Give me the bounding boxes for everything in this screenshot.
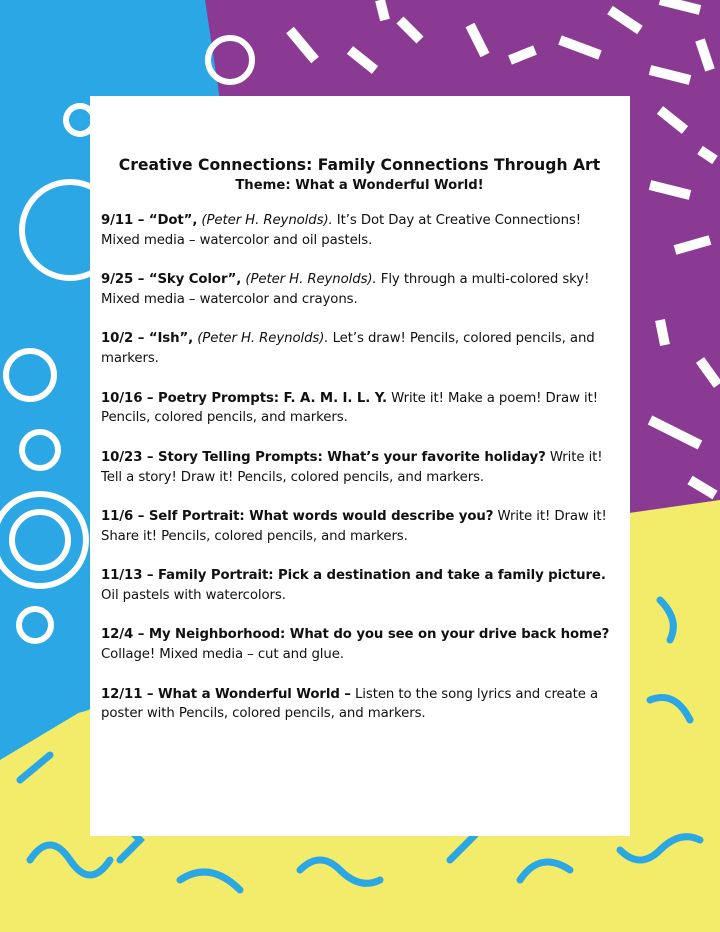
schedule-entry — [101, 389, 618, 429]
entry-author: (Peter H. Reynolds). — [241, 272, 377, 288]
entry-author: (Peter H. Reynolds). — [193, 331, 329, 347]
entry-body: Write it! Make a poem! Draw it! Pencils, colored pencils, and markers. — [101, 390, 598, 426]
entry-body: It’s Dot Day at Creative Connections! Mixed media – watercolor and oil pastels. — [101, 213, 581, 248]
schedule-entry — [101, 566, 618, 606]
entry-heading: 12/4 – My Neighborhood: What do you see on your drive back home? — [101, 627, 610, 643]
schedule-entry — [101, 329, 618, 369]
schedule-entry — [101, 507, 618, 547]
entry-heading: 10/2 – “Ish”, — [101, 331, 194, 347]
flyer-card — [90, 96, 630, 836]
entry-heading: 9/25 – “Sky Color”, — [101, 272, 242, 288]
entry-heading: 11/6 – Self Portrait: What words would describe you? — [101, 508, 494, 524]
flyer-theme: Theme: What a Wonderful World! — [235, 178, 484, 193]
entry-body: Fly through a multi-colored sky! Mixed media – watercolor and crayons. — [101, 272, 590, 307]
schedule-entry — [101, 685, 618, 725]
entry-body: Oil pastels with watercolors. — [101, 587, 286, 603]
entry-heading: 9/11 – “Dot”, — [101, 213, 198, 228]
entry-heading: 11/13 – Family Portrait: Pick a destination and take a family picture. — [101, 568, 606, 584]
entry-author: (Peter H. Reynolds). — [197, 213, 333, 228]
entry-body: Listen to the song lyrics and create a poster with Pencils, colored pencils, and markers. — [101, 686, 599, 722]
entry-body: Write it! Draw it! Share it! Pencils, colored pencils, and markers. — [101, 508, 607, 544]
schedule-entry — [101, 211, 618, 251]
entry-heading: 10/23 – Story Telling Prompts: What’s your favorite holiday? — [101, 449, 546, 465]
entry-heading: 10/16 – Poetry Prompts: F. A. M. I. L. Y. — [101, 390, 388, 406]
entry-body: Collage! Mixed media – cut and glue. — [101, 647, 344, 663]
entry-heading: 12/11 – What a Wonderful World – — [101, 686, 351, 702]
schedule-entry — [101, 625, 618, 665]
schedule-entry — [101, 270, 618, 310]
entry-body: Let’s draw! Pencils, colored pencils, and markers. — [101, 331, 595, 367]
flyer-title: Creative Connections: Family Connections Through Art — [118, 156, 601, 174]
schedule-entry — [101, 448, 618, 488]
entry-body: Write it! Tell a story! Draw it! Pencils, colored pencils, and markers. — [101, 449, 603, 485]
